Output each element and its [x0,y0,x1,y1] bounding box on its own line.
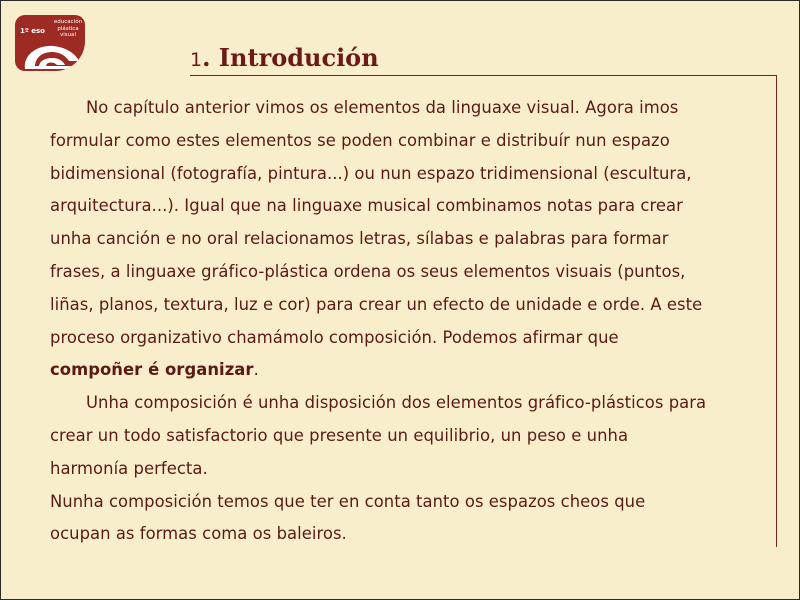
paragraph-line: Nunha composición temos que ter en conta tanto os espazos cheos que [50,491,646,511]
course-logo [15,15,85,71]
paragraph-line: bidimensional (fotografía, pintura...) ou nun espazo tridimensional (escultura, [50,163,692,183]
section-number: 1 [190,49,203,71]
paragraph-line: arquitectura...). Igual que na linguaxe musical combinamos notas para crear [50,196,683,216]
paragraph-line: unha canción e no oral relacionamos letras, sílabas e palabras para formar [50,229,669,249]
paragraph-line: Unha composición é unha disposición dos elementos gráfico-plásticos para [86,393,707,413]
logo-emblem-icon [15,39,85,71]
body-text [50,92,778,551]
title-rule [190,75,777,76]
logo-subject-line-1: educación [53,19,83,25]
page-title [190,43,379,72]
paragraph-line: liñas, planos, textura, luz e cor) para crear un efecto de unidade e orde. A este [50,294,703,314]
paragraph-line: harmonía perfecta. [50,458,208,478]
paragraph-line: crear un todo satisfactorio que presente un equilibrio, un peso e unha [50,425,629,445]
logo-grade: 1º eso [20,27,45,35]
logo-subject-line-3: visual [59,32,77,38]
paragraph-line: formular como estes elementos se poden combinar e distribuír nun espazo [50,130,670,150]
section-title: . Introdución [202,43,379,72]
logo-subject-line-2: plástica [57,25,79,32]
paragraph-line: proceso organizativo chamámolo composición. Podemos afirmar que [50,327,619,347]
paragraph-line: ocupan as formas coma os baleiros. [50,524,347,544]
paragraph-line: frases, a linguaxe gráfico-plástica ordena os seus elementos visuais (puntos, [50,261,686,281]
emphasis-line [50,354,778,387]
emphasis-period: . [253,360,259,380]
paragraph-line: No capítulo anterior vimos os elementos da linguaxe visual. Agora imos [86,98,679,117]
logo-subject [52,19,84,39]
emphasis-text: compoñer é organizar [50,360,254,380]
